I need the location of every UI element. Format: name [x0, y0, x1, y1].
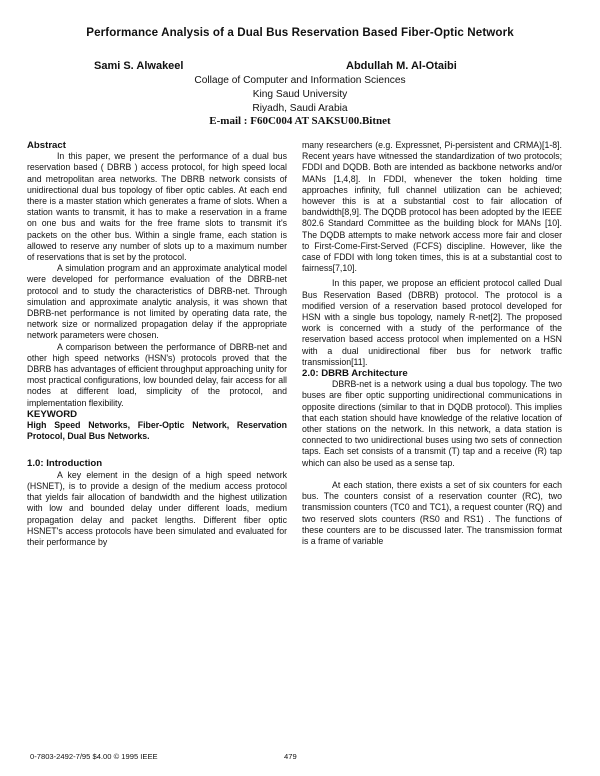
affiliation-university: King Saud University	[252, 89, 348, 100]
body-paragraph: DBRB-net is a network using a dual bus topology. The two buses are fiber optic supporting unidirectional communications in opposite directions (similar to that in DQDB protocol). This implies that each station should have knowledge of the relative location of other stations on the network. In this network, a data station is connected to two unidirectional buses using two sets of connection taps. Each set consists of a transmit (T) tap and a receive (R) tap which can also be used as a sense tap.	[302, 379, 562, 468]
body-paragraph: At each station, there exists a set of six counters for each bus. The counters consist of a reservation counter (RC), two transmission counters (TC0 and TC1), a request counter (RQ) and two reserved slots counters (RS0 and RS1) . The functions of these counters are to be discussed later. The transmission format is a frame of variable	[302, 479, 562, 546]
author-email: E-mail : F60C004 AT SAKSU00.Bitnet	[209, 115, 391, 127]
publication-id: 0-7803-2492-7/95 $4.00 © 1995 IEEE	[30, 752, 158, 761]
keywords: High Speed Networks, Fiber-Optic Network, Reservation Protocol, Dual Bus Networks.	[27, 420, 287, 442]
abstract-paragraph: A comparison between the performance of DBRB-net and other high speed networks (HSN's) protocols proved that the DBRB has advantages of efficient throughput approaching unity for most practical configurations, low bounded delay, fair access for all nodes at different load, simplicity of the protocol, and implementation flexibility.	[27, 341, 287, 408]
introduction-heading: 1.0: Introduction	[27, 458, 103, 470]
abstract-paragraph: A simulation program and an approximate analytical model were developed for performance evaluation of the DBRB-net protocol and to study the characteristics of DBRB-net. Through simulation and approximate analytic analysis, it was shown that DBRB-net performance is not limited by operating data rate, the network size or normalized propagation delay if the appropriate network parameters were chosen.	[27, 263, 287, 341]
right-column	[302, 140, 562, 547]
architecture-heading: 2.0: DBRB Architecture	[302, 368, 408, 380]
affiliation-college: Collage of Computer and Information Sciences	[194, 75, 406, 86]
paper-title: Performance Analysis of a Dual Bus Reservation Based Fiber-Optic Network	[86, 26, 514, 39]
body-paragraph: many researchers (e.g. Expressnet, Pi-persistent and CRMA)[1-8]. Recent years have witnessed the standardization of two protocols; FDDI and DQDB. Both are intended as backbone networks and/or MANs [1,4,8]. In FDDI, whenever the token holding time approaches infinity, full channel utilization can be achieved; however this is at a substantial cost to fair allocation of bandwidth[8,9]. The DQDB protocol has been adopted by the IEEE 802.6 Standard Committee as the building block for MANs [10]. The DQDB attempts to make network access more fair and closer to First-Come-First-Served (FCFS) discipline. However, like the case of FDDI with long token times, this is at a substantial cost to fairness[7,10].	[302, 140, 562, 274]
author-name: Abdullah M. Al-Otaibi	[346, 60, 457, 72]
affiliation-location: Riyadh, Saudi Arabia	[252, 103, 348, 114]
page-number: 479	[284, 752, 297, 761]
keyword-heading: KEYWORD	[27, 408, 78, 420]
abstract-paragraph: In this paper, we present the performance of a dual bus reservation based ( DBRB ) access protocol, for high speed local and metropolitan area networks. The DBRB network consists of unidirectional dual bus topology of fiber optic cables. At each end there is a master station which generates a frame of slots. When a station wants to transmit, it has to make a reservation in a frame on one bus and waits for the free frame slots to transmit it's packets on the other bus. Within a single frame, each station is allowed to reserve any number of slots up to a maximum number of reservations that is set by the protocol.	[27, 151, 287, 263]
author-name: Sami S. Alwakeel	[94, 60, 184, 72]
body-paragraph: In this paper, we propose an efficient protocol called Dual Bus Reservation Based (DBRB) protocol. The protocol is a modified version of a reservation based protocol developed for HSN with a single bus topology, namely R-net[2]. The proposed work is concerned with a study of the performance of the reservation based access protocol when implemented on a HSN with a dual unidirectional fiber bus for network traffic transmission[11].	[302, 278, 562, 367]
left-column	[27, 140, 287, 548]
abstract-heading: Abstract	[27, 140, 66, 151]
body-paragraph: A key element in the design of a high speed network (HSNET), is to provide a design of the medium access protocol that yields fair allocation of bandwidth and the highest utilization with low and bounded delay under different loads, medium propagation delay and packet lengths. Different fiber optic HSNET's access protocols have been simulated and evaluated for their performance by	[27, 469, 287, 547]
